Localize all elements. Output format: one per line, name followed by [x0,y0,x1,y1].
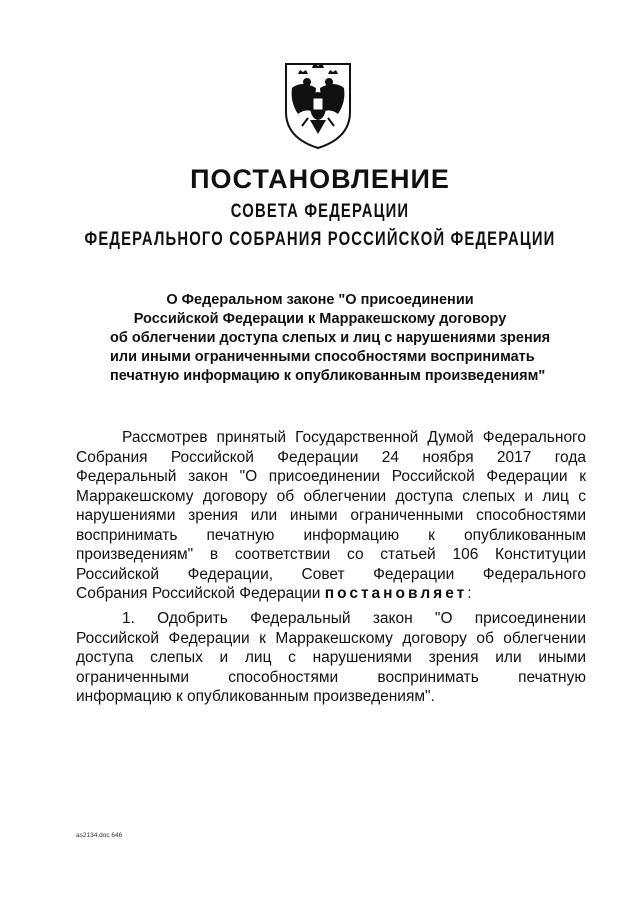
paragraph-line: ограниченными способностями воспринимать печатную [76,668,586,686]
subject-line: О Федеральном законе "О присоединении [166,292,474,308]
paragraph-line-punct: : [467,585,472,602]
paragraph-line: информацию к опубликованным произведениям". [76,688,435,705]
document-title: ПОСТАНОВЛЕНИЕ [190,164,450,194]
paragraph-line-text: Собрания Российской Федерации [76,585,325,602]
subject-line: или иными ограниченными способностями воспринимать [110,349,535,365]
subject-line: печатную информацию к опубликованным произведениям" [110,368,546,384]
paragraph-line: Собрания Российской Федерации 24 ноября 2017 года [76,448,586,466]
paragraph-line [76,584,586,604]
paragraph-line: доступа слепых и лиц с нарушениями зрения или иными [76,649,586,666]
resolution-keyword: постановляет [324,585,468,602]
paragraph-line: Марракешскому договору об облегчении доступа слепых и лиц с [76,487,586,505]
russian-coat-of-arms-icon [278,58,358,150]
document-subject [110,291,551,386]
issuer-line-1: СОВЕТА ФЕДЕРАЦИИ [230,201,410,222]
issuer-line-2: ФЕДЕРАЛЬНОГО СОБРАНИЯ РОССИЙСКОЙ ФЕДЕРАЦИИ [84,229,556,250]
paragraph-line: Российской Федерации к Марракешскому договору об облегчении [76,629,586,647]
paragraph-line: Российской Федерации, Совет Федерации Федерального [76,565,586,583]
paragraph-line: воспринимать печатную информацию к опубликованным [76,526,586,544]
paragraph-1 [76,428,586,604]
paragraph-line: 1. Одобрить Федеральный закон "О присоединении [122,610,586,627]
subject-line: об облегчении доступа слепых и лиц с нарушениями зрения [110,330,551,346]
subject-line: Российской Федерации к Марракешскому договору [133,311,507,327]
paragraph-line: Федеральный закон "О присоединении Российской Федерации к [76,468,586,485]
paragraph-line: Рассмотрев принятый Государственной Думой Федерального [122,429,586,446]
paragraph-line: произведениям" в соответствии со статьей 106 Конституции [76,546,586,563]
paragraph-2 [76,609,586,707]
paragraph-line: нарушениями зрения или иными ограниченными способностями [76,507,586,524]
file-reference: as2134.doc 646 [76,832,123,839]
